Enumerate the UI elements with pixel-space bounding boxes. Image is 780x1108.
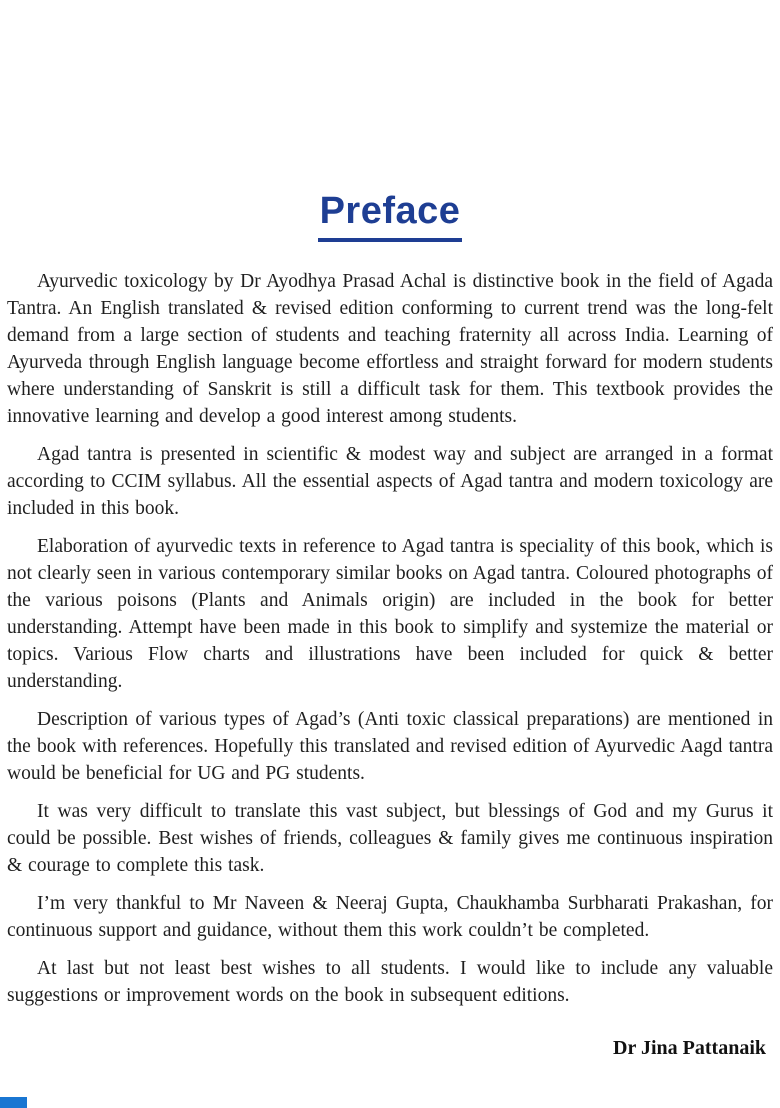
page-title: Preface bbox=[318, 192, 463, 242]
preface-paragraph-3: Elaboration of ayurvedic texts in reference to Agad tantra is speciality of this book, which is not clearly seen in various contemporary similar books on Agad tantra. Coloured photographs of the various poisons (Plants and Animals origin) are included in the book for better understanding. Attempt have been made in this book to simplify and systemize the material or topics. Various Flow charts and illustrations have been included for quick & better understanding. bbox=[7, 536, 773, 692]
preface-body bbox=[0, 268, 780, 1009]
title-block bbox=[0, 0, 780, 242]
preface-paragraph-6: I’m very thankful to Mr Naveen & Neeraj Gupta, Chaukhamba Surbharati Prakashan, for continuous support and guidance, without them this work couldn’t be completed. bbox=[7, 893, 773, 941]
preface-paragraph-4: Description of various types of Agad’s (Anti toxic classical preparations) are mentioned in the book with references. Hopefully this translated and revised edition of Ayurvedic Aagd tantra would be beneficial for UG and PG students. bbox=[7, 709, 773, 784]
preface-paragraph-1: Ayurvedic toxicology by Dr Ayodhya Prasad Achal is distinctive book in the field of Agada Tantra. An English translated & revised edition conforming to current trend was the long-felt demand from a large section of students and teaching fraternity all across India. Learning of Ayurveda through English language become effortless and straight forward for modern students where understanding of Sanskrit is still a difficult task for them. This textbook provides the innovative learning and develop a good interest among students. bbox=[7, 271, 773, 427]
scan-corner-artifact bbox=[0, 1097, 27, 1108]
preface-paragraph-5: It was very difficult to translate this vast subject, but blessings of God and my Gurus it could be possible. Best wishes of friends, colleagues & family gives me continuous inspiration & courage to complete this task. bbox=[7, 801, 773, 876]
preface-paragraph-7: At last but not least best wishes to all students. I would like to include any valuable suggestions or improvement words on the book in subsequent editions. bbox=[7, 958, 773, 1006]
author-signature: Dr Jina Pattanaik bbox=[613, 1037, 766, 1059]
preface-paragraph-2: Agad tantra is presented in scientific & modest way and subject are arranged in a format according to CCIM syllabus. All the essential aspects of Agad tantra and modern toxicology are included in this book. bbox=[7, 444, 773, 519]
